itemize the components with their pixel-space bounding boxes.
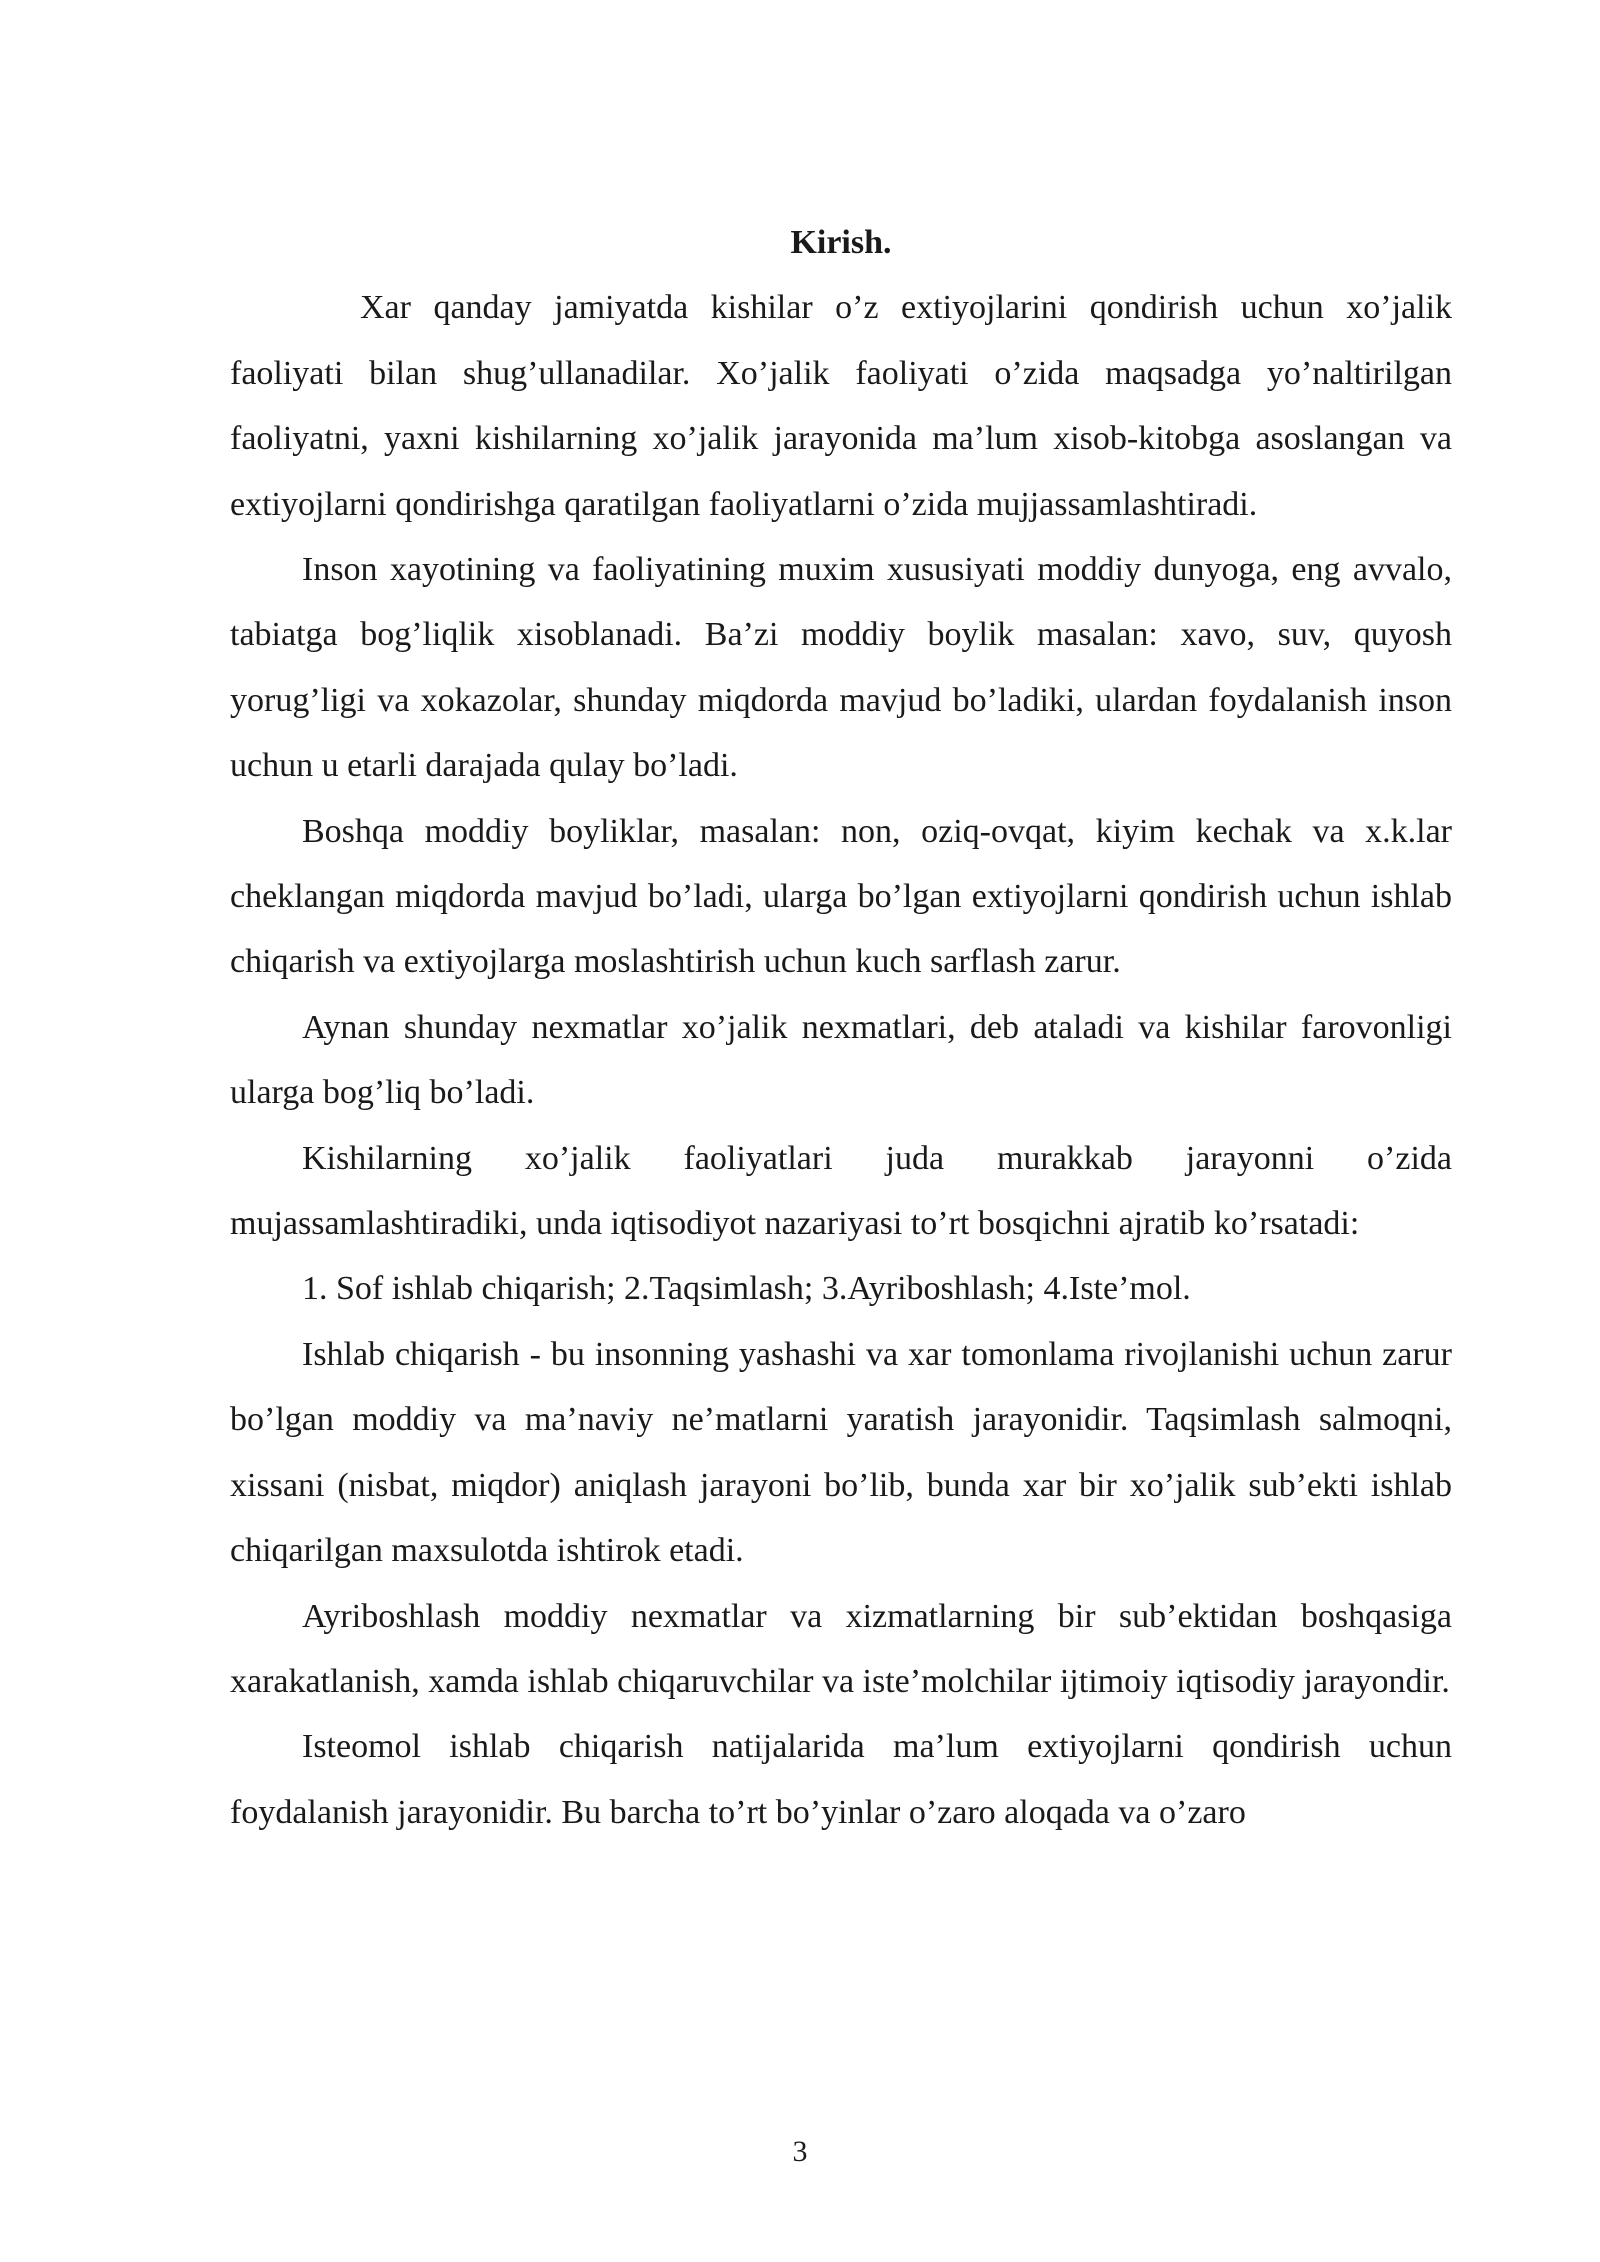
paragraph-four-stages: Kishilarning xo’jalik faoliyatlari juda murakkab jarayonni o’zida mujassamlashtiradiki, unda iqtisodiyot nazariyasi to’rt bosqichni ajratib ko’rsatadi:	[230, 1139, 1452, 1243]
paragraph-production: Ishlab chiqarish - bu insonning yashashi va xar tomonlama rivojlanishi uchun zarur bo’lgan moddiy va ma’naviy ne’matlarni yaratish jarayonidir. Taqsimlash salmoqni, xissani (nisbat, miqdor) aniqlash jarayoni bo’lib, bunda xar bir xo’jalik sub’ekti ishlab chiqarilgan maxsulotda ishtirok etadi.	[230, 1335, 1452, 1570]
paragraph-consumption: Isteomol ishlab chiqarish natijalarida ma’lum extiyojlarni qondirish uchun foydalanish jarayonidir. Bu barcha to’rt bo’yinlar o’zaro aloqada va o’zaro	[230, 1728, 1452, 1831]
paragraph-economic-goods: Aynan shunday nexmatlar xo’jalik nexmatlari, deb ataladi va kishilar farovonligi ularga bog’liq bo’ladi.	[230, 1008, 1452, 1112]
paragraph-exchange: Ayriboshlash moddiy nexmatlar va xizmatlarning bir sub’ektidan boshqasiga xarakatlanish, xamda ishlab chiqaruvchilar va iste’molchilar ijtimoiy iqtisodiy jarayondir.	[230, 1597, 1452, 1700]
stages-list: 1. Sof ishlab chiqarish; 2.Taqsimlash; 3.Ayriboshlash; 4.Iste’mol.	[302, 1270, 1191, 1308]
page-number: 3	[792, 2135, 808, 2168]
document-body	[230, 210, 1452, 1845]
paragraph-limited-goods: Boshqa moddiy boyliklar, masalan: non, oziq-ovqat, kiyim kechak va x.k.lar cheklangan miqdorda mavjud bo’ladi, ularga bo’lgan extiyojlarni qondirish uchun ishlab chiqarish va extiyojlarga moslashtirish uchun kuch sarflash zarur.	[230, 812, 1452, 981]
page-title: Kirish.	[790, 224, 892, 261]
paragraph-nature: Inson xayotining va faoliyatining muxim xususiyati moddiy dunyoga, eng avvalo, tabiatga bog’liqlik xisoblanadi. Ba’zi moddiy boylik masalan: xavo, suv, quyosh yorug’ligi va xokazolar, shunday miqdorda mavjud bo’ladiki, ulardan foydalanish inson uchun u etarli darajada qulay bo’ladi.	[230, 551, 1452, 785]
paragraph-intro: Xar qanday jamiyatda kishilar o’z extiyojlarini qondirish uchun xo’jalik faoliyati bilan shug’ullanadilar. Xo’jalik faoliyati o’zida maqsadga yo’naltirilgan faoliyatni, yaxni kishilarning xo’jalik jarayonida ma’lum xisob-kitobga asoslangan va extiyojlarni qondirishga qaratilgan faoliyatlarni o’zida mujjassamlashtiradi.	[230, 289, 1452, 523]
